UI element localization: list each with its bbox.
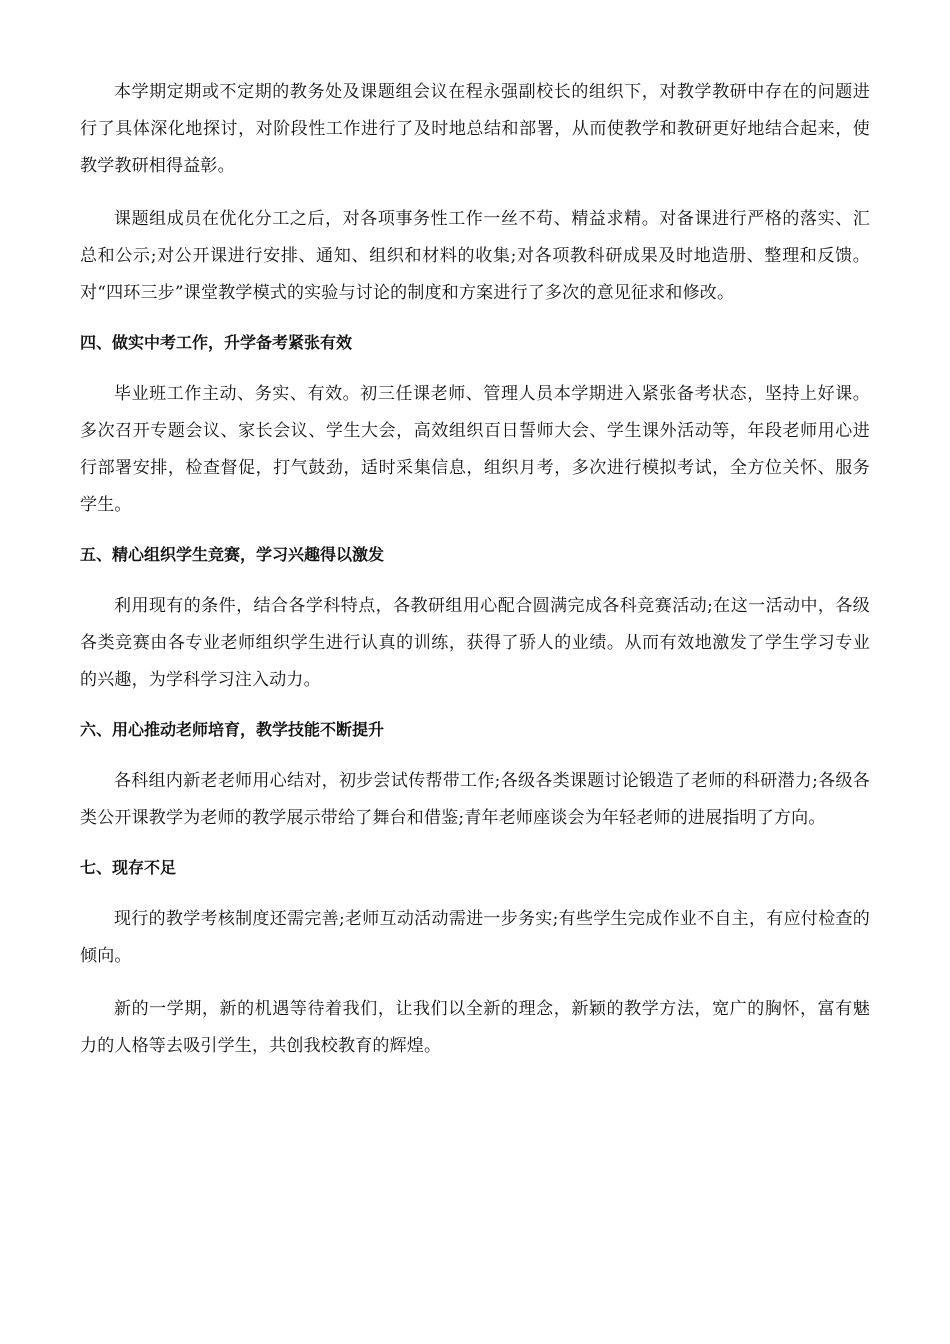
paragraph-shortcomings: 现行的教学考核制度还需完善;老师互动活动需进一步务实;有些学生完成作业不自主，有应付检查的倾向。	[80, 909, 870, 966]
paragraph-research-group: 课题组成员在优化分工之后，对各项事务性工作一丝不苟、精益求精。对备课进行严格的落实、汇总和公示;对公开课进行安排、通知、组织和材料的收集;对各项教科研成果及时地造册、整理和反馈。对“四环三步”课堂教学模式的实验与讨论的制度和方案进行了多次的意见征求和修改。	[80, 209, 870, 303]
section-heading-7: 七、现存不足	[80, 858, 177, 877]
paragraph-meetings: 本学期定期或不定期的教务处及课题组会议在程永强副校长的组织下，对教学教研中存在的问题进行了具体深化地探讨，对阶段性工作进行了及时地总结和部署，从而使教学和教研更好地结合起来，使教学教研相得益彰。	[80, 82, 870, 176]
paragraph-exam-prep: 毕业班工作主动、务实、有效。初三任课老师、管理人员本学期进入紧张备考状态，坚持上好课。多次召开专题会议、家长会议、学生大会，高效组织百日誓师大会、学生课外活动等，年段老师用心进行部署安排，检查督促，打气鼓劲，适时采集信息，组织月考，多次进行模拟考试，全方位关怀、服务学生。	[80, 384, 870, 515]
document-page	[80, 74, 870, 1081]
section-heading-6: 六、用心推动老师培育，教学技能不断提升	[80, 720, 385, 739]
paragraph-competitions: 利用现有的条件，结合各学科特点，各教研组用心配合圆满完成各科竞赛活动;在这一活动中，各级各类竞赛由各专业老师组织学生进行认真的训练，获得了骄人的业绩。从而有效地激发了学生学习专业的兴趣，为学科学习注入动力。	[80, 596, 870, 690]
section-heading-5: 五、精心组织学生竞赛，学习兴趣得以激发	[80, 545, 385, 564]
paragraph-conclusion: 新的一学期，新的机遇等待着我们，让我们以全新的理念，新颖的教学方法，宽广的胸怀，富有魅力的人格等去吸引学生，共创我校教育的辉煌。	[80, 999, 870, 1056]
paragraph-teacher-training: 各科组内新老老师用心结对，初步尝试传帮带工作;各级各类课题讨论锻造了老师的科研潜力;各级各类公开课教学为老师的教学展示带给了舞台和借鉴;青年老师座谈会为年轻老师的进展指明了方向。	[80, 771, 870, 828]
section-heading-4: 四、做实中考工作，升学备考紧张有效	[80, 333, 353, 352]
